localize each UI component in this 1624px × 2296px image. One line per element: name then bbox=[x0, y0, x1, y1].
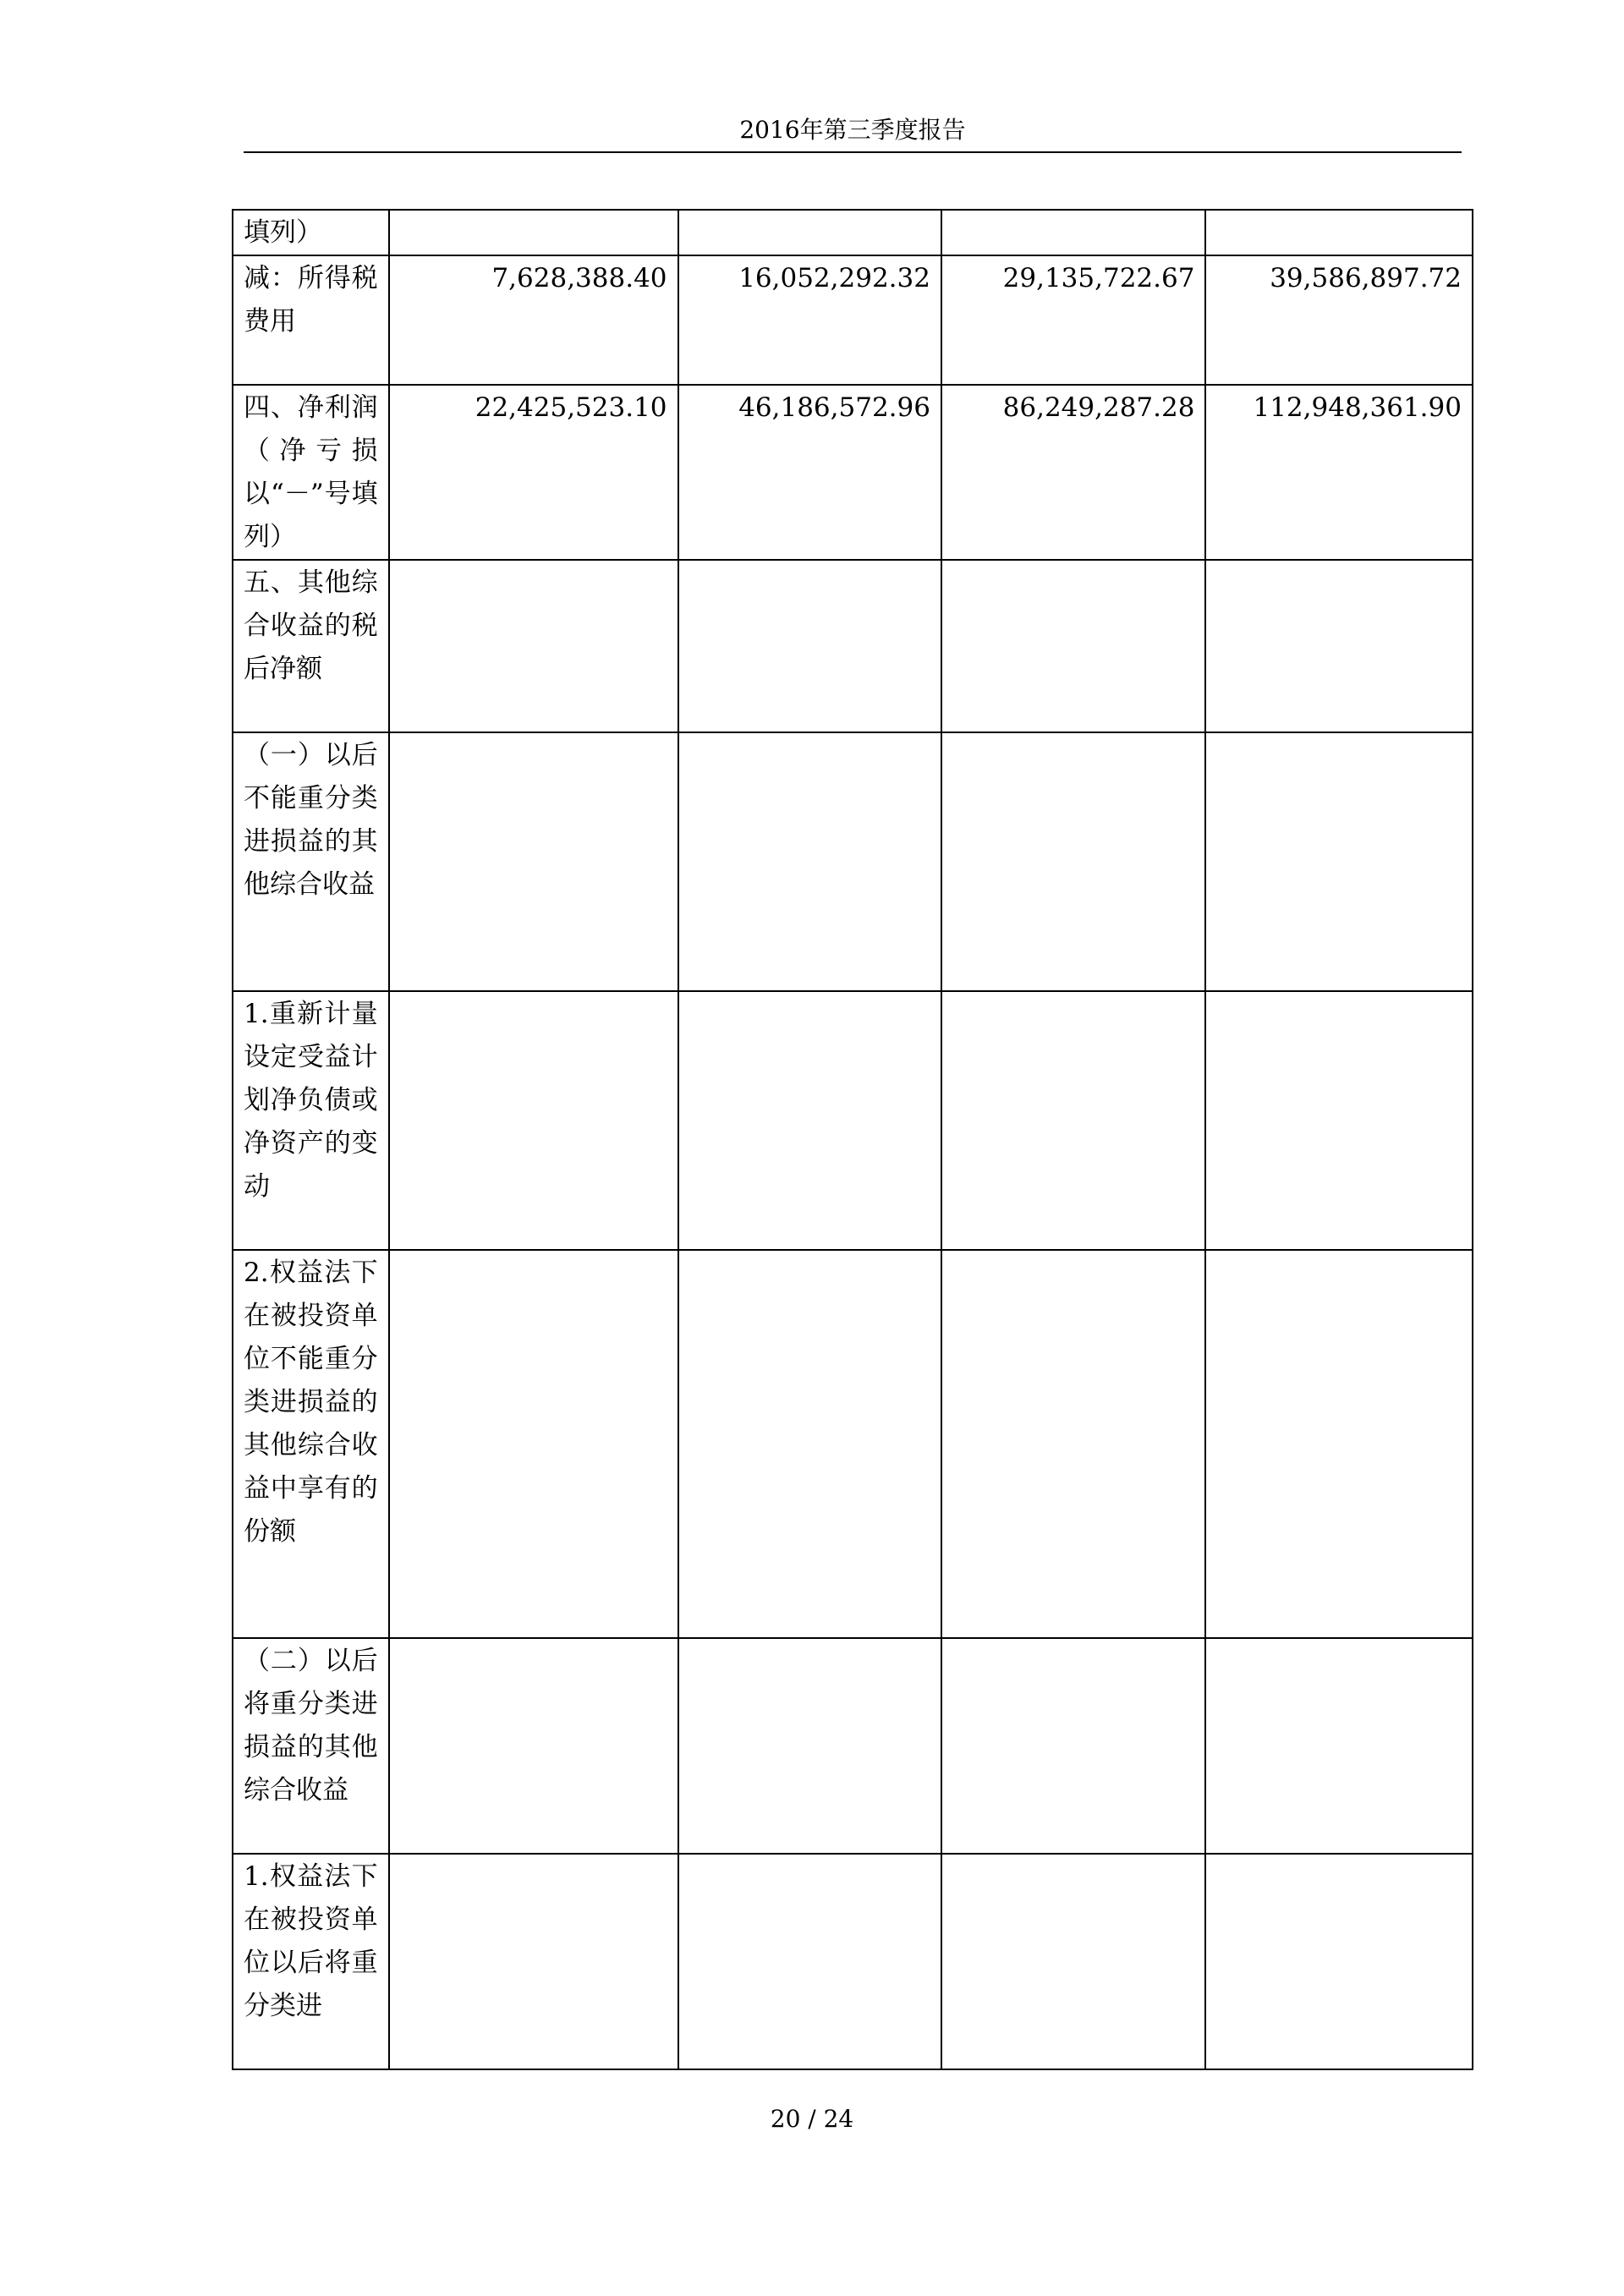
row-label: 填列） bbox=[233, 210, 389, 255]
table-row bbox=[233, 732, 1473, 991]
table-row bbox=[233, 255, 1473, 385]
value-cell bbox=[1205, 732, 1473, 991]
value-cell bbox=[678, 1638, 941, 1854]
value-cell bbox=[389, 732, 678, 991]
value-cell bbox=[389, 1250, 678, 1638]
value-cell bbox=[941, 560, 1205, 732]
value-cell: 16,052,292.32 bbox=[678, 255, 941, 385]
table-row bbox=[233, 991, 1473, 1250]
row-label: （二）以后将重分类进损益的其他综合收益 bbox=[233, 1638, 389, 1854]
page-number: 20 / 24 bbox=[770, 2105, 854, 2133]
income-statement-table bbox=[232, 209, 1473, 2070]
value-cell: 86,249,287.28 bbox=[941, 385, 1205, 560]
value-cell bbox=[678, 732, 941, 991]
value-cell bbox=[389, 1854, 678, 2069]
row-label: 四、净利润（净亏损以“－”号填列） bbox=[233, 385, 389, 560]
value-cell: 112,948,361.90 bbox=[1205, 385, 1473, 560]
row-label: 五、其他综合收益的税后净额 bbox=[233, 560, 389, 732]
value-cell bbox=[678, 1250, 941, 1638]
row-label: 1.权益法下在被投资单位以后将重分类进 bbox=[233, 1854, 389, 2069]
value-cell bbox=[678, 991, 941, 1250]
value-cell bbox=[941, 991, 1205, 1250]
row-label: 减：所得税费用 bbox=[233, 255, 389, 385]
value-cell bbox=[941, 210, 1205, 255]
value-cell bbox=[941, 732, 1205, 991]
table-row bbox=[233, 385, 1473, 560]
table-row bbox=[233, 1854, 1473, 2069]
table-row bbox=[233, 1638, 1473, 1854]
table-row bbox=[233, 1250, 1473, 1638]
value-cell bbox=[1205, 1250, 1473, 1638]
row-label: （一）以后不能重分类进损益的其他综合收益 bbox=[233, 732, 389, 991]
table-row bbox=[233, 210, 1473, 255]
header-divider bbox=[244, 151, 1462, 153]
value-cell bbox=[941, 1638, 1205, 1854]
value-cell bbox=[389, 1638, 678, 1854]
value-cell bbox=[941, 1250, 1205, 1638]
value-cell bbox=[389, 210, 678, 255]
value-cell bbox=[1205, 1854, 1473, 2069]
value-cell bbox=[678, 210, 941, 255]
value-cell bbox=[678, 560, 941, 732]
value-cell: 46,186,572.96 bbox=[678, 385, 941, 560]
value-cell bbox=[389, 560, 678, 732]
value-cell bbox=[941, 1854, 1205, 2069]
value-cell: 7,628,388.40 bbox=[389, 255, 678, 385]
value-cell bbox=[389, 991, 678, 1250]
value-cell bbox=[1205, 210, 1473, 255]
row-label: 1.重新计量设定受益计划净负债或净资产的变动 bbox=[233, 991, 389, 1250]
value-cell bbox=[1205, 560, 1473, 732]
value-cell: 29,135,722.67 bbox=[941, 255, 1205, 385]
value-cell bbox=[1205, 991, 1473, 1250]
value-cell bbox=[1205, 1638, 1473, 1854]
value-cell bbox=[678, 1854, 941, 2069]
value-cell: 39,586,897.72 bbox=[1205, 255, 1473, 385]
page-header-title: 2016年第三季度报告 bbox=[739, 116, 966, 144]
value-cell: 22,425,523.10 bbox=[389, 385, 678, 560]
table-row bbox=[233, 560, 1473, 732]
row-label: 2.权益法下在被投资单位不能重分类进损益的其他综合收益中享有的份额 bbox=[233, 1250, 389, 1638]
